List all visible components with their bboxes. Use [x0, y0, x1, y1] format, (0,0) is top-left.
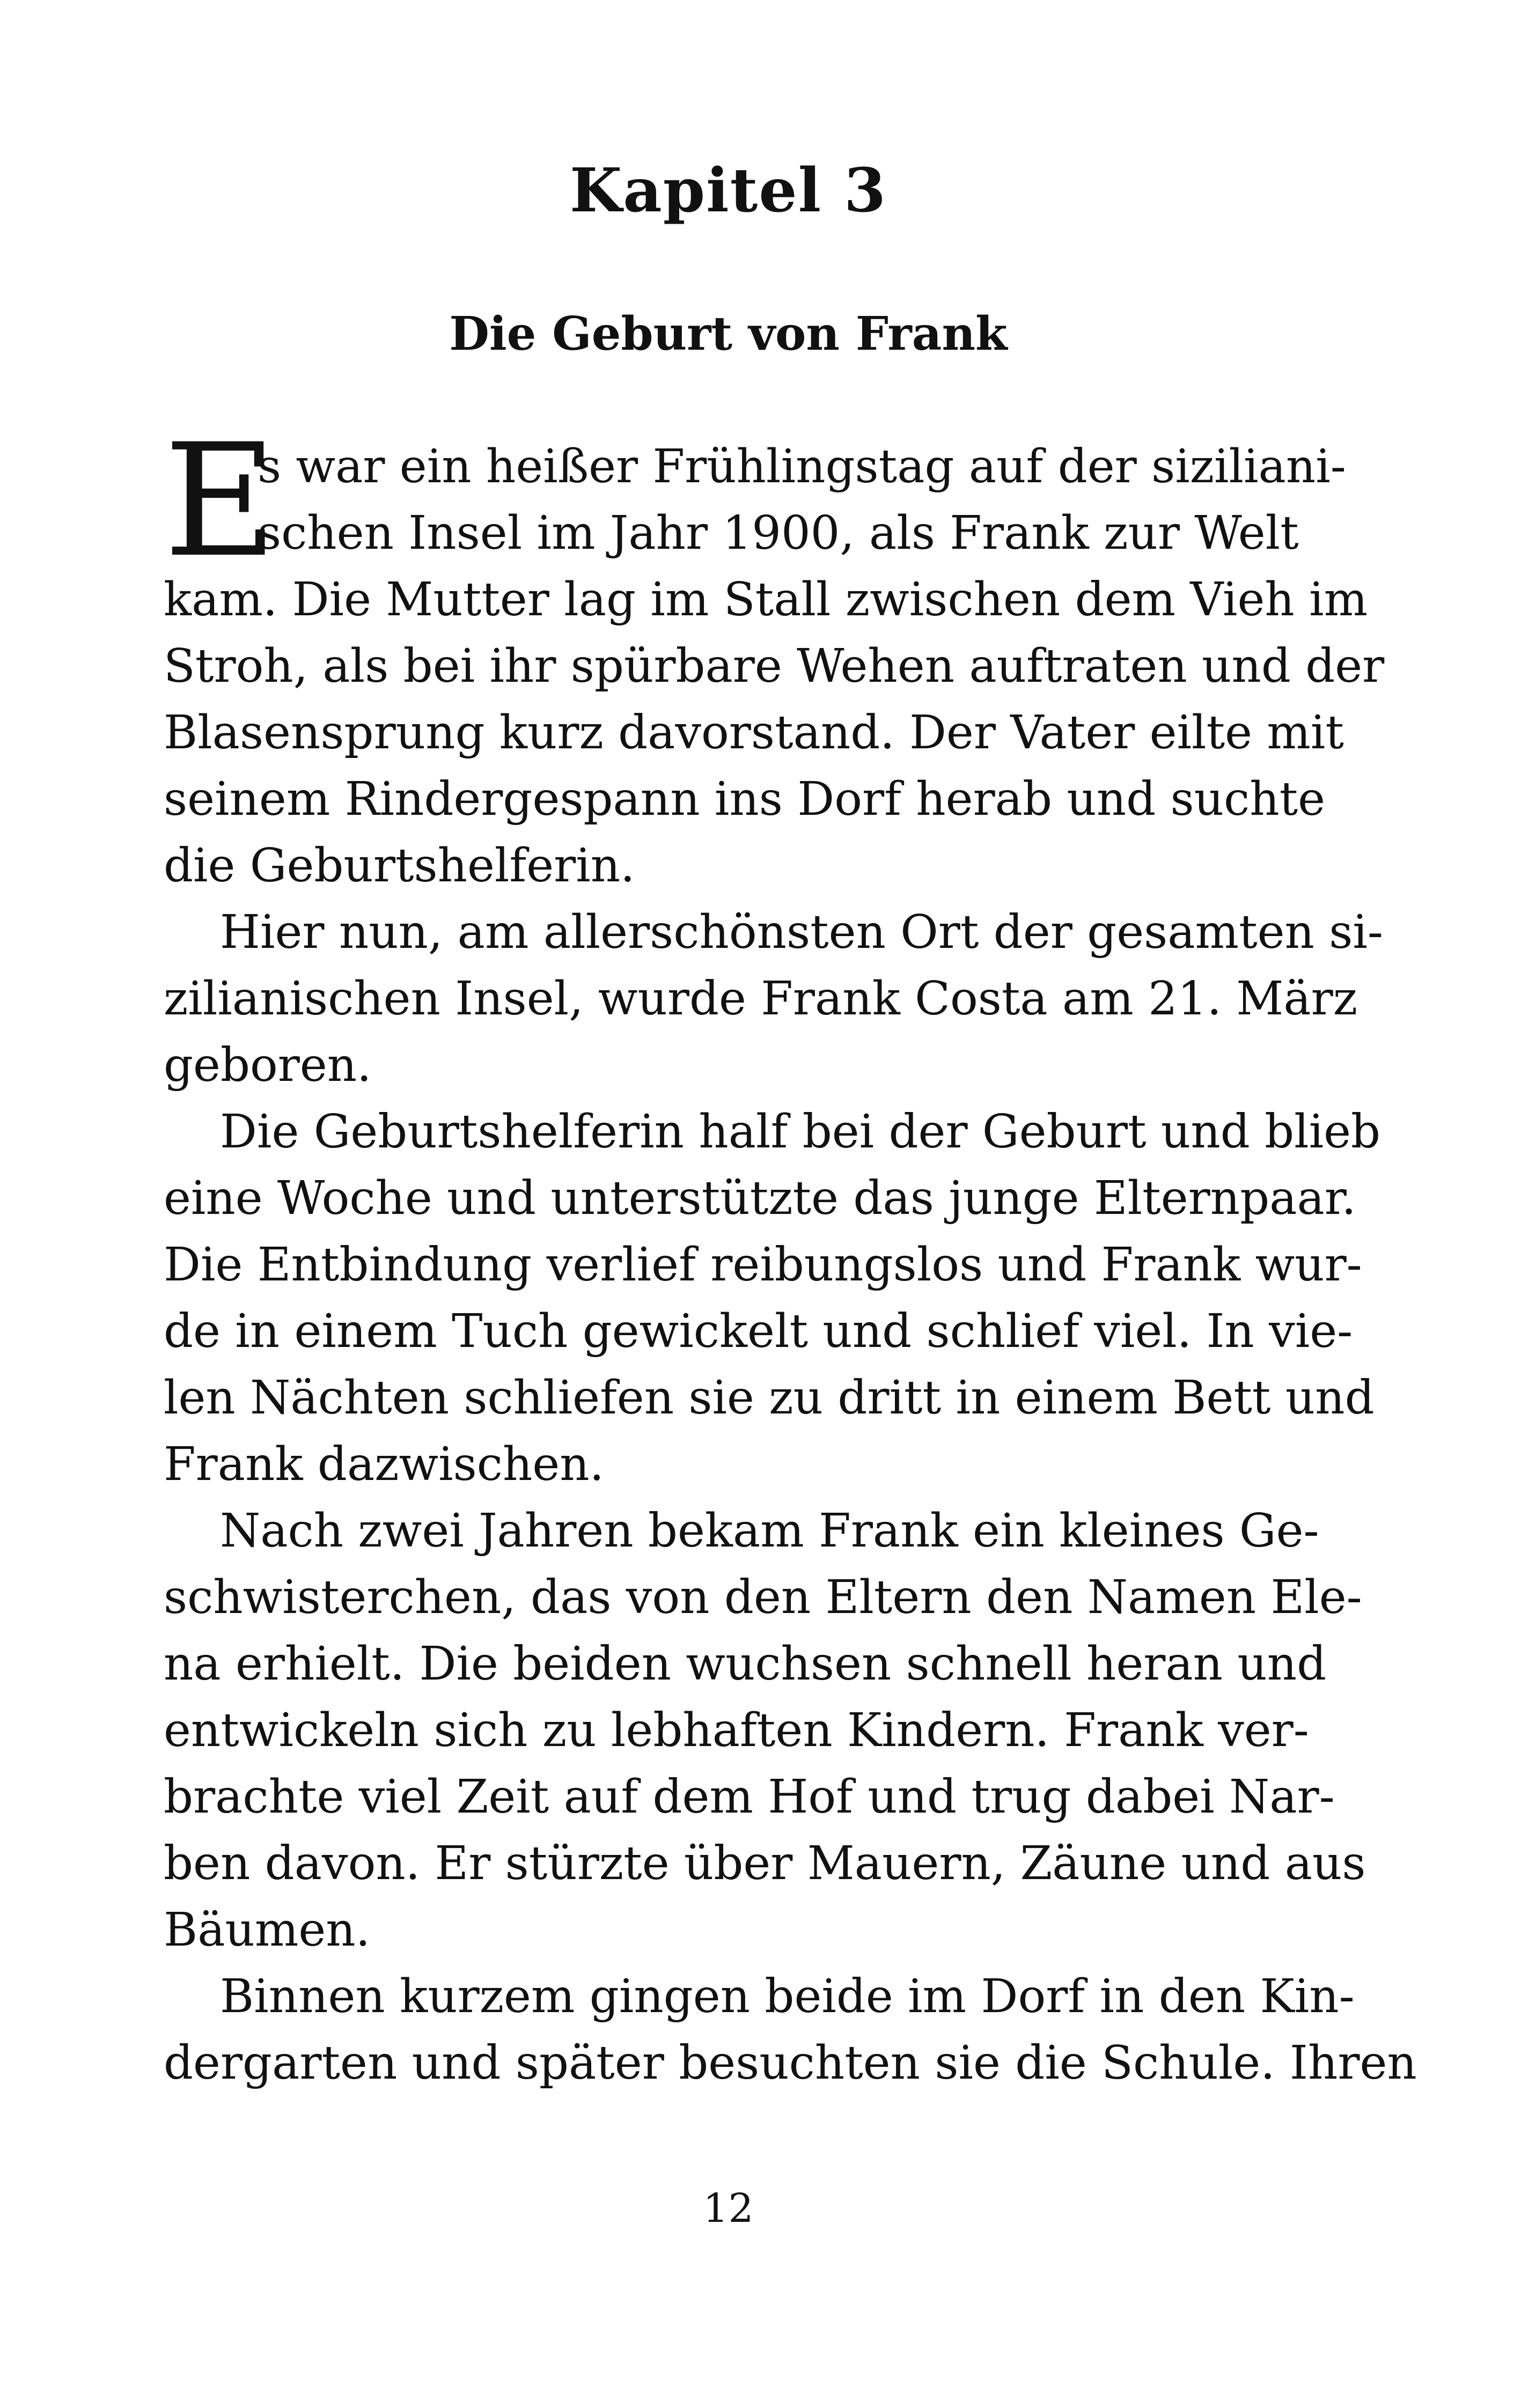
text-line: s war ein heißer Frühlingstag auf der siziliani- — [258, 440, 1346, 494]
body-text — [164, 411, 1417, 2096]
text-line: Nach zwei Jahren bekam Frank ein kleines Ge- — [220, 1504, 1319, 1558]
text-line: dergarten und später besuchten sie die Schule. Ihren — [164, 2036, 1417, 2090]
text-line: ben davon. Er stürzte über Mauern, Zäune und aus — [164, 1837, 1366, 1890]
text-line: schwisterchen, das von den Eltern den Namen Ele- — [164, 1571, 1362, 1624]
text-line: geboren. — [164, 1039, 372, 1092]
text-line: Hier nun, am allerschönsten Ort der gesamten si- — [220, 905, 1383, 959]
text-line: seinem Rindergespann ins Dorf herab und suchte — [164, 772, 1326, 826]
text-line: eine Woche und unterstützte das junge Elternpaar. — [164, 1172, 1356, 1225]
text-line: brachte viel Zeit auf dem Hof und trug dabei Nar- — [164, 1770, 1335, 1824]
text-line: len Nächten schliefen sie zu dritt in einem Bett und — [164, 1371, 1375, 1425]
page-number: 12 — [703, 2185, 754, 2232]
section-title: Die Geburt von Frank — [449, 307, 1008, 361]
text-line: Blasensprung kurz davorstand. Der Vater eilte mit — [164, 706, 1344, 760]
text-line: Bäumen. — [164, 1903, 371, 1957]
text-line: zilianischen Insel, wurde Frank Costa am 21. März — [164, 972, 1358, 1026]
drop-cap: E — [164, 411, 277, 592]
text-line: na erhielt. Die beiden wuchsen schnell heran und — [164, 1637, 1327, 1691]
text-line: entwickeln sich zu lebhaften Kindern. Frank ver- — [164, 1704, 1309, 1757]
text-line: Die Entbindung verlief reibungslos und Frank wur- — [164, 1238, 1362, 1292]
text-line: Die Geburtshelferin half bei der Geburt und blieb — [220, 1105, 1381, 1159]
chapter-title: Kapitel 3 — [569, 156, 887, 226]
text-line: kam. Die Mutter lag im Stall zwischen dem Vieh im — [164, 573, 1368, 627]
text-line: Stroh, als bei ihr spürbare Wehen auftraten und der — [164, 639, 1385, 693]
text-line: schen Insel im Jahr 1900, als Frank zur Welt — [258, 506, 1299, 560]
text-line: die Geburtshelferin. — [164, 839, 635, 893]
text-line: de in einem Tuch gewickelt und schlief viel. In vie- — [164, 1305, 1353, 1358]
text-line: Binnen kurzem gingen beide im Dorf in den Kin- — [220, 1970, 1355, 2023]
text-line: Frank dazwischen. — [164, 1438, 604, 1491]
